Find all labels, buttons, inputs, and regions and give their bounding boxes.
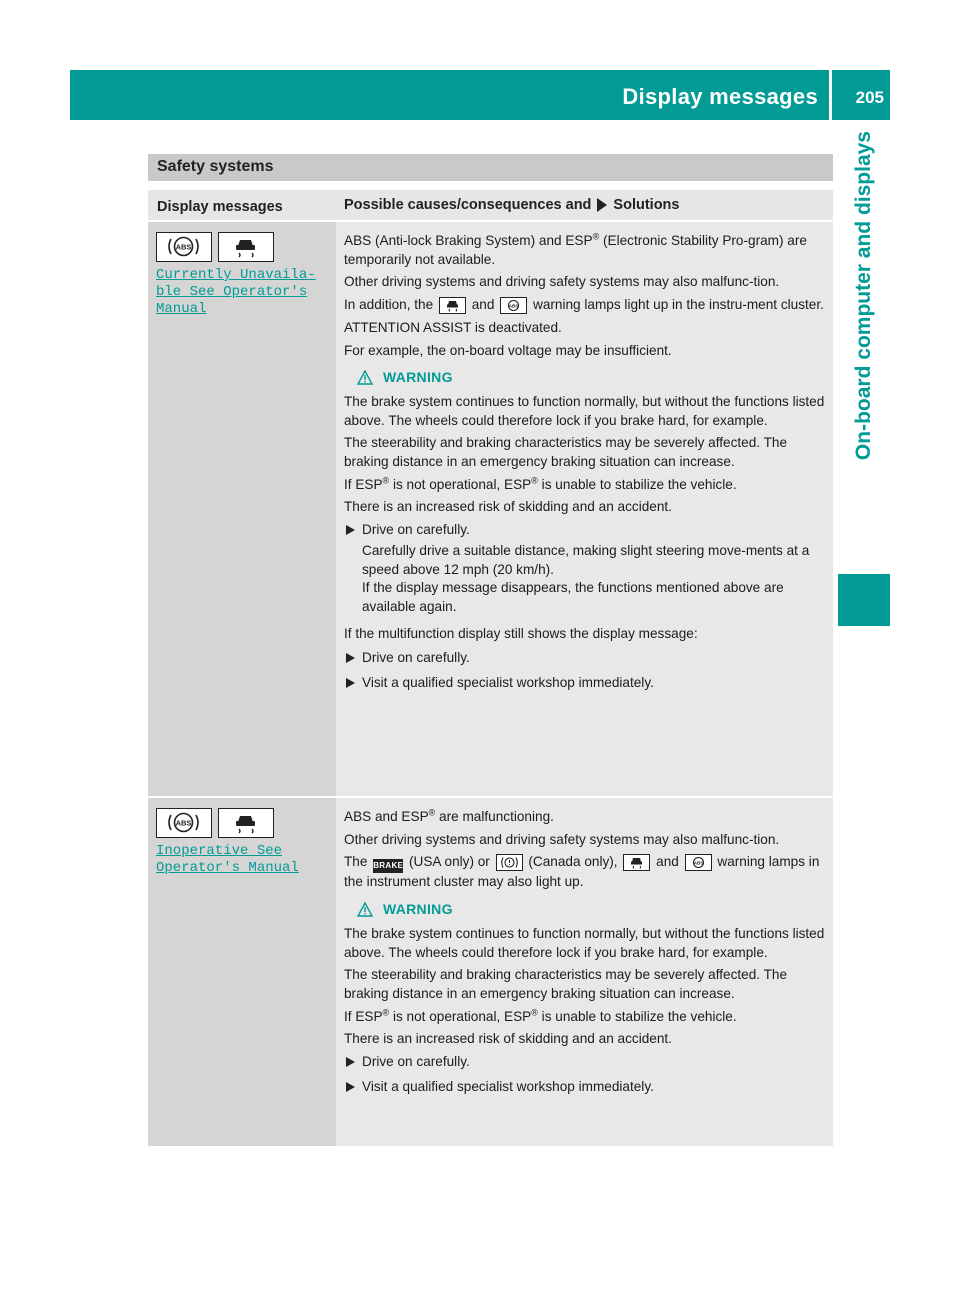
brake-icon: BRAKE [373, 859, 403, 873]
paragraph: If the multifunction display still shows the display message: [344, 625, 698, 641]
text: (Electronic Stability Pro-gram) are temporarily not available. [344, 233, 807, 267]
warning-triangle-icon [357, 370, 373, 385]
warning-label: WARNING [383, 369, 453, 386]
paragraph: The steerability and braking characteristics may be severely affected. The braking distance in an emergency braking situation can increase. [344, 435, 788, 470]
canada-brake-icon [496, 854, 523, 871]
esp-skid-icon [218, 232, 274, 262]
step-detail: If the display message disappears, the functions mentioned above are available again. [362, 580, 784, 614]
svg-text:ABS: ABS [508, 303, 519, 309]
abs-icon [156, 232, 212, 262]
registered-mark: ® [428, 807, 436, 818]
text: warning lamps in the instrument cluster may also light up. [344, 854, 820, 890]
paragraph: Other driving systems and driving safety systems may also malfunc-tion. [344, 831, 780, 847]
step-item: Visit a qualified specialist workshop immediately. [344, 1078, 826, 1097]
col-header-causes [336, 190, 833, 220]
step-item: Visit a qualified specialist workshop immediately. [344, 674, 826, 693]
solutions-cell [336, 222, 833, 796]
warning-triangle-icon [357, 902, 373, 917]
paragraph: For example, the on-board voltage may be insufficient. [344, 342, 672, 358]
svg-text:ABS: ABS [175, 818, 192, 828]
display-message-text: Inoperative See Operator's Manual [156, 843, 299, 876]
text: If ESP [344, 1008, 383, 1024]
step-item: Drive on carefully. [344, 1053, 826, 1072]
display-message-text: Currently Unavaila‐ ble See Operator's Manual [156, 267, 316, 317]
text: In addition, the [344, 297, 434, 313]
page-number: 205 [855, 88, 884, 107]
text: are malfunctioning. [435, 809, 554, 824]
text: is unable to stabilize the vehicle. [537, 1008, 737, 1024]
table-header [148, 190, 833, 222]
abs-icon [500, 297, 527, 314]
step-item: Drive on carefully. [344, 649, 826, 668]
paragraph: The brake system continues to function normally, but without the functions listed above. The wheels could therefore lock if you brake hard, for example. [344, 925, 825, 960]
paragraph: The brake system continues to function normally, but without the functions listed above. The wheels could therefore lock if you brake hard, for example. [344, 393, 825, 428]
esp-skid-icon [218, 808, 274, 838]
paragraph [344, 296, 826, 315]
paragraph [344, 853, 826, 892]
col-header-messages: Display messages [157, 199, 283, 215]
display-messages-table [148, 190, 833, 1148]
col-header-causes-text: Possible causes/consequences and [344, 197, 592, 213]
side-tab-marker [838, 574, 890, 626]
text: (Canada only), [528, 854, 618, 870]
svg-text:ABS: ABS [693, 860, 703, 866]
abs-icon [156, 808, 212, 838]
paragraph [344, 1008, 826, 1027]
registered-mark: ® [382, 1007, 390, 1018]
col-header-solutions-text: Solutions [613, 197, 680, 213]
paragraph [344, 808, 826, 827]
paragraph: Other driving systems and driving safety systems may also malfunc-tion. [344, 274, 780, 290]
text: ABS (Anti-lock Braking System) and ESP [344, 233, 593, 248]
warning-heading [357, 368, 826, 387]
solutions-cell [336, 798, 833, 1146]
abs-icon [685, 854, 712, 871]
text: (USA only) or [409, 854, 490, 870]
paragraph: There is an increased risk of skidding and an accident. [344, 499, 672, 515]
registered-mark: ® [531, 475, 538, 486]
section-title: Safety systems [157, 158, 274, 175]
step-item: Drive on carefully. [344, 521, 826, 540]
text: If ESP [344, 476, 383, 492]
text: ABS and ESP [344, 809, 429, 824]
registered-mark: ® [531, 1007, 538, 1018]
paragraph: The steerability and braking characteristics may be severely affected. The braking distance in an emergency braking situation can increase. [344, 967, 788, 1001]
table-row [148, 798, 833, 1148]
display-message-cell [148, 222, 336, 796]
header-title: Display messages [622, 84, 818, 109]
text: The [344, 854, 368, 870]
registered-mark: ® [382, 475, 390, 486]
esp-skid-icon [439, 297, 466, 314]
warning-heading [357, 900, 826, 919]
esp-skid-icon [623, 854, 650, 871]
paragraph: ATTENTION ASSIST is deactivated. [344, 319, 562, 335]
text: is not operational, ESP [389, 1008, 532, 1024]
header-separator [829, 70, 832, 120]
text: is unable to stabilize the vehicle. [537, 476, 737, 492]
paragraph [344, 232, 826, 269]
paragraph [344, 476, 826, 495]
svg-text:ABS: ABS [175, 242, 192, 252]
paragraph: There is an increased risk of skidding and an accident. [344, 1031, 672, 1047]
step-detail: Carefully drive a suitable distance, making slight steering move-ments at a speed above 12 mph (20 km/h). [362, 542, 810, 577]
page-header [70, 70, 890, 120]
registered-mark: ® [592, 231, 600, 242]
text: and [656, 854, 679, 870]
section-header [148, 154, 833, 181]
warning-label: WARNING [383, 901, 453, 918]
arrow-right-icon [597, 198, 607, 212]
side-tab-label: On-board computer and displays [852, 131, 875, 461]
table-row [148, 222, 833, 798]
text: and [471, 297, 495, 313]
text: is not operational, ESP [389, 476, 532, 492]
text: warning lamps light up in the instru-ment cluster. [533, 297, 824, 313]
display-message-cell [148, 798, 336, 1146]
